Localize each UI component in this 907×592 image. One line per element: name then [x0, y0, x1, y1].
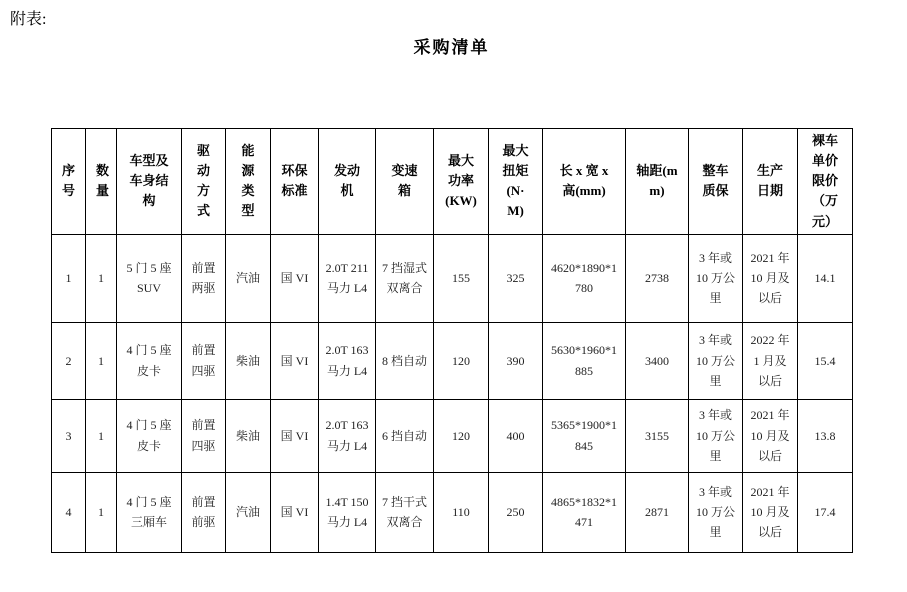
table-cell: 15.4 — [798, 322, 853, 399]
table-cell: 前置两驱 — [182, 234, 226, 322]
table-row — [52, 234, 853, 322]
table-cell: 3 年或 10 万公里 — [689, 472, 743, 552]
table-cell: 5 门 5 座 SUV — [117, 234, 182, 322]
table-cell: 2871 — [626, 472, 689, 552]
table-cell: 7 挡干式双离合 — [376, 472, 434, 552]
column-header: 裸车单价限价（万元） — [798, 129, 853, 235]
table-cell: 2022 年 1 月及以后 — [743, 322, 798, 399]
table-cell: 390 — [489, 322, 543, 399]
table-cell: 3 年或 10 万公里 — [689, 322, 743, 399]
column-header: 最大扭矩(N·M) — [489, 129, 543, 235]
procurement-table — [51, 128, 853, 553]
table-cell: 4 门 5 座皮卡 — [117, 399, 182, 472]
table-cell: 13.8 — [798, 399, 853, 472]
page-title: 采购清单 — [413, 38, 490, 57]
table-cell: 1 — [86, 472, 117, 552]
column-header: 数量 — [86, 129, 117, 235]
column-header: 发动机 — [319, 129, 376, 235]
table-cell: 2.0T 211 马力 L4 — [319, 234, 376, 322]
table-cell: 2 — [52, 322, 86, 399]
table-cell: 前置四驱 — [182, 399, 226, 472]
table-cell: 2021 年 10 月及以后 — [743, 472, 798, 552]
table-cell: 1 — [86, 399, 117, 472]
column-header: 序号 — [52, 129, 86, 235]
table-cell: 120 — [434, 399, 489, 472]
column-header: 最大功率(KW) — [434, 129, 489, 235]
table-cell: 柴油 — [226, 322, 271, 399]
table-cell: 4 — [52, 472, 86, 552]
table-cell: 155 — [434, 234, 489, 322]
table-cell: 17.4 — [798, 472, 853, 552]
table-cell: 3155 — [626, 399, 689, 472]
table-cell: 5365*1900*1845 — [543, 399, 626, 472]
table-cell: 4 门 5 座皮卡 — [117, 322, 182, 399]
table-cell: 1 — [52, 234, 86, 322]
column-header: 环保标准 — [271, 129, 319, 235]
table-body — [52, 234, 853, 552]
table-cell: 2.0T 163 马力 L4 — [319, 399, 376, 472]
table-cell: 5630*1960*1885 — [543, 322, 626, 399]
table-cell: 国 VI — [271, 322, 319, 399]
table-cell: 7 挡湿式双离合 — [376, 234, 434, 322]
table-header-row — [52, 129, 853, 235]
table-cell: 汽油 — [226, 472, 271, 552]
table-cell: 国 VI — [271, 234, 319, 322]
column-header: 长 x 宽 x 高(mm) — [543, 129, 626, 235]
table-cell: 2.0T 163 马力 L4 — [319, 322, 376, 399]
table-cell: 3 年或 10 万公里 — [689, 399, 743, 472]
table-cell: 3 年或 10 万公里 — [689, 234, 743, 322]
table-cell: 国 VI — [271, 399, 319, 472]
table-cell: 325 — [489, 234, 543, 322]
table-cell: 前置前驱 — [182, 472, 226, 552]
column-header: 生产日期 — [743, 129, 798, 235]
table-cell: 2021 年 10 月及以后 — [743, 234, 798, 322]
table-cell: 110 — [434, 472, 489, 552]
table-cell: 2738 — [626, 234, 689, 322]
table-cell: 汽油 — [226, 234, 271, 322]
column-header: 整车质保 — [689, 129, 743, 235]
column-header: 车型及车身结构 — [117, 129, 182, 235]
table-cell: 250 — [489, 472, 543, 552]
table-cell: 14.1 — [798, 234, 853, 322]
table-cell: 3400 — [626, 322, 689, 399]
table-cell: 4 门 5 座三厢车 — [117, 472, 182, 552]
column-header: 驱动方式 — [182, 129, 226, 235]
table-cell: 1 — [86, 322, 117, 399]
table-cell: 4620*1890*1780 — [543, 234, 626, 322]
table-cell: 120 — [434, 322, 489, 399]
table-cell: 3 — [52, 399, 86, 472]
table-row — [52, 322, 853, 399]
table-cell: 4865*1832*1471 — [543, 472, 626, 552]
table-cell: 1 — [86, 234, 117, 322]
column-header: 轴距(mm) — [626, 129, 689, 235]
table-cell: 国 VI — [271, 472, 319, 552]
table-cell: 柴油 — [226, 399, 271, 472]
table-cell: 2021 年 10 月及以后 — [743, 399, 798, 472]
table-row — [52, 399, 853, 472]
table-cell: 8 档自动 — [376, 322, 434, 399]
table-cell: 前置四驱 — [182, 322, 226, 399]
appendix-label: 附表: — [10, 11, 47, 28]
table-cell: 400 — [489, 399, 543, 472]
table-row — [52, 472, 853, 552]
table-cell: 1.4T 150 马力 L4 — [319, 472, 376, 552]
table-cell: 6 挡自动 — [376, 399, 434, 472]
column-header: 能源类型 — [226, 129, 271, 235]
column-header: 变速箱 — [376, 129, 434, 235]
